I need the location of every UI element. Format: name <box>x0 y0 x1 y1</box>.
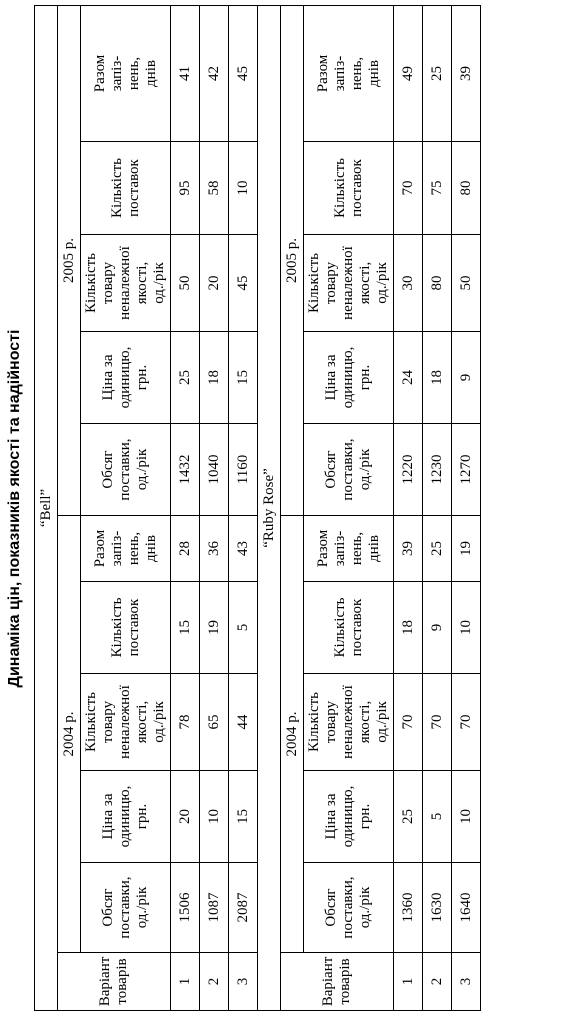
year-header: 2004 р. <box>281 516 304 953</box>
header-line: Кількість <box>108 597 125 658</box>
value-cell: 39 <box>394 516 423 582</box>
header-line: поставки, <box>340 876 356 939</box>
table-row <box>229 5 258 1010</box>
value-cell: 25 <box>423 5 452 141</box>
header-line: Кількість <box>331 597 348 658</box>
header-line: поставки, <box>117 438 133 501</box>
year-row <box>281 5 304 1010</box>
variant-header <box>281 953 394 1011</box>
header-line: Разом <box>91 529 108 568</box>
column-header <box>304 424 394 516</box>
value-cell: 15 <box>229 771 258 863</box>
header-line: од./рік <box>357 886 373 929</box>
value-cell: 41 <box>171 5 200 141</box>
value-cell: 65 <box>200 674 229 771</box>
section-title-row <box>258 5 281 1010</box>
header-line: од./рік <box>134 448 150 491</box>
variant-cell: 3 <box>452 953 481 1011</box>
header-line: товару <box>323 261 339 305</box>
header-line: одиницю, <box>340 785 356 848</box>
header-line: Ціна за <box>323 793 339 840</box>
header-line: Разом <box>314 54 331 93</box>
value-cell: 43 <box>229 516 258 582</box>
table-row <box>423 5 452 1010</box>
value-cell: 1432 <box>171 424 200 516</box>
column-header <box>304 516 394 582</box>
header-line: якості, <box>357 261 373 305</box>
header-line: неналежної <box>340 685 356 759</box>
variant-header <box>58 953 171 1011</box>
column-header <box>81 863 171 953</box>
header-line: днів <box>142 535 159 562</box>
column-header <box>304 235 394 332</box>
value-cell: 5 <box>423 771 452 863</box>
column-header <box>81 674 171 771</box>
header-line: од./рік <box>151 262 167 304</box>
header-line: неналежної <box>117 685 133 759</box>
year-header: 2005 р. <box>58 5 81 515</box>
header-line: Обсяг <box>323 888 339 927</box>
value-cell: 80 <box>423 235 452 332</box>
header-line: поставок <box>125 598 142 657</box>
header-line: одиницю, <box>117 346 133 409</box>
column-header <box>304 863 394 953</box>
header-line: Обсяг <box>100 888 116 927</box>
value-cell: 42 <box>200 5 229 141</box>
value-cell: 44 <box>229 674 258 771</box>
header-line: неналежної <box>340 246 356 320</box>
header-line: Варіант <box>320 956 336 1007</box>
header-line: товарів <box>337 958 353 1005</box>
column-header <box>304 5 394 141</box>
header-line: товару <box>100 261 116 305</box>
header-line: грн. <box>357 803 373 830</box>
value-cell: 49 <box>394 5 423 141</box>
value-cell: 18 <box>423 332 452 424</box>
column-header <box>81 142 171 235</box>
value-cell: 25 <box>423 516 452 582</box>
header-line: товарів <box>114 958 130 1005</box>
column-header <box>81 332 171 424</box>
header-line: Обсяг <box>323 450 339 489</box>
header-line: од./рік <box>134 886 150 929</box>
column-header <box>304 332 394 424</box>
value-cell: 70 <box>452 674 481 771</box>
value-cell: 9 <box>423 582 452 674</box>
header-line: поставки, <box>117 876 133 939</box>
value-cell: 1506 <box>171 863 200 953</box>
value-cell: 18 <box>200 332 229 424</box>
value-cell: 15 <box>229 332 258 424</box>
header-line: Ціна за <box>100 354 116 401</box>
value-cell: 80 <box>452 142 481 235</box>
table-row <box>171 5 200 1010</box>
table-row <box>200 5 229 1010</box>
header-line: Кількість <box>306 253 322 314</box>
header-line: Варіант <box>97 956 113 1007</box>
variant-cell: 1 <box>171 953 200 1011</box>
table-row <box>452 5 481 1010</box>
header-line: поставок <box>125 159 142 217</box>
value-cell: 18 <box>394 582 423 674</box>
column-header <box>304 674 394 771</box>
value-cell: 5 <box>229 582 258 674</box>
header-line: Кількість <box>83 253 99 314</box>
header-line: поставок <box>348 598 365 657</box>
value-cell: 10 <box>229 142 258 235</box>
section-title: “Ruby Rose” <box>258 5 281 1010</box>
value-cell: 1360 <box>394 863 423 953</box>
header-line: неналежної <box>117 246 133 320</box>
header-line: од./рік <box>374 701 390 743</box>
value-cell: 36 <box>200 516 229 582</box>
column-header <box>81 424 171 516</box>
section-title-row <box>35 5 58 1010</box>
header-line: Обсяг <box>100 450 116 489</box>
header-line: грн. <box>134 364 150 391</box>
header-line: запіз- <box>108 530 125 567</box>
value-cell: 28 <box>171 516 200 582</box>
value-cell: 45 <box>229 5 258 141</box>
value-cell: 50 <box>452 235 481 332</box>
value-cell: 2087 <box>229 863 258 953</box>
column-header <box>81 5 171 141</box>
header-line: од./рік <box>374 262 390 304</box>
value-cell: 58 <box>200 142 229 235</box>
value-cell: 1630 <box>423 863 452 953</box>
header-line: Кількість <box>331 158 348 219</box>
value-cell: 9 <box>452 332 481 424</box>
column-header <box>81 516 171 582</box>
header-line: товару <box>323 700 339 744</box>
value-cell: 1220 <box>394 424 423 516</box>
header-line: одиницю, <box>117 785 133 848</box>
header-line: Кількість <box>108 158 125 219</box>
variant-cell: 3 <box>229 953 258 1011</box>
value-cell: 1160 <box>229 424 258 516</box>
value-cell: 19 <box>452 516 481 582</box>
page-title: Динаміка цін, показників якості та надійності <box>6 329 23 688</box>
value-cell: 1230 <box>423 424 452 516</box>
header-line: грн. <box>357 364 373 391</box>
column-header-row <box>304 5 394 1010</box>
header-line: нень, <box>125 531 142 566</box>
value-cell: 1087 <box>200 863 229 953</box>
header-line: од./рік <box>357 448 373 491</box>
header-line: нень, <box>348 531 365 566</box>
variant-cell: 2 <box>200 953 229 1011</box>
column-header-row <box>81 5 171 1010</box>
value-cell: 1040 <box>200 424 229 516</box>
value-cell: 39 <box>452 5 481 141</box>
header-line: Кількість <box>83 692 99 753</box>
column-header <box>304 771 394 863</box>
value-cell: 1270 <box>452 424 481 516</box>
year-header: 2005 р. <box>281 5 304 515</box>
value-cell: 78 <box>171 674 200 771</box>
header-line: Кількість <box>306 692 322 753</box>
header-line: Ціна за <box>323 354 339 401</box>
table-row <box>394 5 423 1010</box>
header-line: нень, <box>125 56 142 91</box>
variant-cell: 1 <box>394 953 423 1011</box>
header-line: якості, <box>134 261 150 305</box>
header-line: запіз- <box>331 530 348 567</box>
header-line: днів <box>142 60 159 87</box>
value-cell: 75 <box>423 142 452 235</box>
value-cell: 20 <box>171 771 200 863</box>
variant-cell: 2 <box>423 953 452 1011</box>
value-cell: 25 <box>171 332 200 424</box>
value-cell: 95 <box>171 142 200 235</box>
value-cell: 1640 <box>452 863 481 953</box>
column-header <box>81 771 171 863</box>
header-line: одиницю, <box>340 346 356 409</box>
value-cell: 10 <box>200 771 229 863</box>
header-line: грн. <box>134 803 150 830</box>
header-line: запіз- <box>108 55 125 92</box>
column-header <box>81 582 171 674</box>
value-cell: 70 <box>394 674 423 771</box>
header-line: днів <box>365 60 382 87</box>
header-line: Разом <box>91 54 108 93</box>
header-line: Ціна за <box>100 793 116 840</box>
value-cell: 45 <box>229 235 258 332</box>
column-header <box>304 142 394 235</box>
header-line: Разом <box>314 529 331 568</box>
value-cell: 24 <box>394 332 423 424</box>
column-header <box>81 235 171 332</box>
value-cell: 19 <box>200 582 229 674</box>
value-cell: 30 <box>394 235 423 332</box>
header-line: запіз- <box>331 55 348 92</box>
value-cell: 70 <box>423 674 452 771</box>
column-header <box>304 582 394 674</box>
header-line: товару <box>100 700 116 744</box>
section-title: “Bell” <box>35 5 58 1010</box>
value-cell: 15 <box>171 582 200 674</box>
value-cell: 10 <box>452 771 481 863</box>
year-row <box>58 5 81 1010</box>
year-header: 2004 р. <box>58 516 81 953</box>
header-line: поставок <box>348 159 365 217</box>
value-cell: 25 <box>394 771 423 863</box>
price-quality-table <box>34 5 481 1011</box>
value-cell: 50 <box>171 235 200 332</box>
header-line: од./рік <box>151 701 167 743</box>
value-cell: 70 <box>394 142 423 235</box>
value-cell: 20 <box>200 235 229 332</box>
header-line: якості, <box>357 700 373 744</box>
value-cell: 10 <box>452 582 481 674</box>
header-line: днів <box>365 535 382 562</box>
header-line: поставки, <box>340 438 356 501</box>
table-body <box>35 5 481 1010</box>
header-line: якості, <box>134 700 150 744</box>
header-line: нень, <box>348 56 365 91</box>
